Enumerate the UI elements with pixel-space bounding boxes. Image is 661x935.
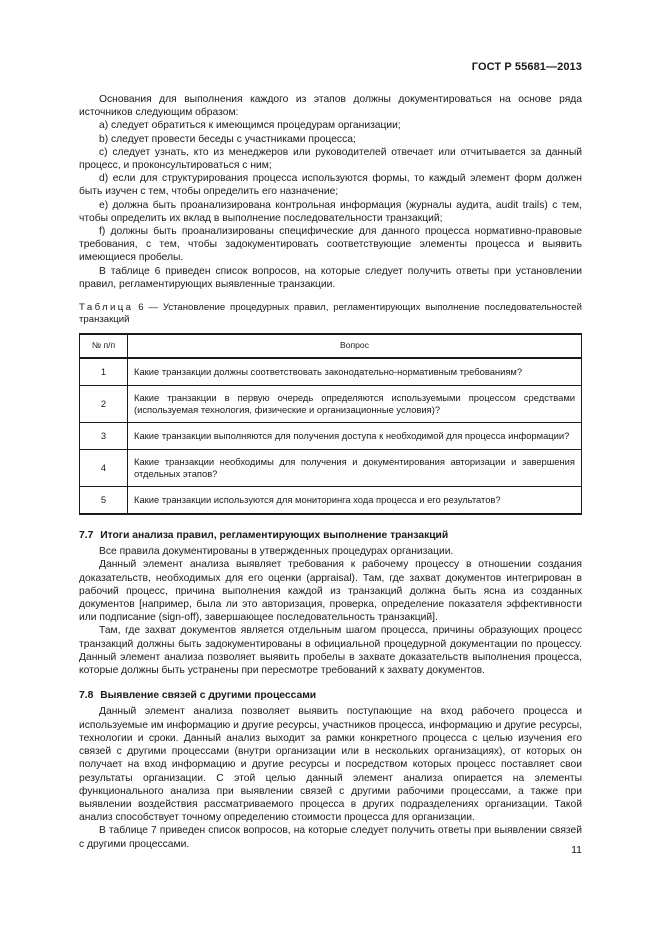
table-row [80,450,582,487]
row-question: Какие транзакции выполняются для получения доступа к необходимой для процесса информации? [128,423,582,450]
table-header-row [80,334,582,358]
table-row [80,386,582,423]
list-item-a: а) следует обратиться к имеющимся процедурам организации; [99,120,401,132]
section-7-7-paragraph: Все правила документированы в утвержденных процедурах организации. [99,546,454,558]
section-title: Итоги анализа правил, регламентирующих выполнение транзакций [100,530,449,542]
table-row [80,423,582,450]
section-7-8-paragraph: Данный элемент анализа позволяет выявить поступающие на вход рабочего процесса и используемые им информацию и другие ресурсы, участников процесса, информацию и другие ресурсы, технологии и сроки. Данный анализ выходит за рамки конкретного процесса с целью изучения его связей с другими процессами (внутри организации или в нескольких организациях), от которых он получает на вход информацию и другие ресурсы и посредством которых процесс поставляет свои результаты организации. С этой целью данный элемент анализа опирается на элементы функционального анализа при выявлении связей с другими рабочими процессами, а также при выявлении воздействия рассматриваемого процесса в других подразделениях организации. Такой анализ способствует точному определению стоимости процесса для организации. [79,706,582,824]
list-item-d: d) если для структурирования процесса используются формы, то каждый элемент форм должен быть изучен с тем, чтобы определить его назначение; [79,173,582,198]
row-number: 1 [80,358,128,386]
row-question: Какие транзакции в первую очередь определяются используемыми процессом средствами (используемая технология, физические и организационные условия)? [128,386,582,423]
section-number: 7.7 [79,530,94,542]
row-question: Какие транзакции должны соответствовать законодательно-нормативным требованиям? [128,358,582,386]
section-7-7-paragraph: Там, где захват документов является отдельным шагом процесса, причины образующих процесс транзакций должны быть задокументированы в официальной процедурной документации по процессу. Данный элемент анализа позволяет выявить пробелы в захвате доказательств выполнения процесса, которые должны быть устранены при пересмотре требований к захвату документов. [79,625,582,677]
table6-caption [79,302,582,326]
list-item-c: c) следует узнать, кто из менеджеров или руководителей отвечает или отчитывается за данный процесс, и проконсультироваться с ним; [79,146,582,172]
standard-id: ГОСТ Р 55681—2013 [471,61,582,73]
table6-caption-label: Таблица [79,302,134,314]
col-header-number: № п/п [80,334,128,358]
row-number: 5 [80,487,128,515]
row-question: Какие транзакции необходимы для получения и документирования авторизации и завершения отдельных этапов? [128,450,582,487]
col-header-question: Вопрос [128,334,582,358]
table6-caption-text: 6 — Установление процедурных правил, регламентирующих выполнение последовательностей транзакций [79,302,583,326]
section-7-8-paragraph: В таблице 7 приведен список вопросов, на которые следует получить ответы при выявлении связей с другими процессами. [79,825,582,850]
section-7-7-paragraph: Данный элемент анализа выявляет требования к рабочему процессу в отношении создания доказательств, необходимых для его оценки (appraisal). Там, где захват документов интегрирован в рабочий процесс, причина выполнения каждой из транзакций должна быть ясна из созданных документов [например, была ли это авторизация, проверка, определение показателя эффективности или подписание (sign-off), завершающее последовательность транзакций]. [79,559,582,624]
page-number: 11 [571,844,582,856]
section-number: 7.8 [79,690,94,702]
section-7-7-heading [79,529,582,542]
row-number: 3 [80,423,128,450]
list-item-b: b) следует провести беседы с участниками процесса; [99,133,356,145]
table6-reference: В таблице 6 приведен список вопросов, на которые следует получить ответы при установлении правил, регламентирующих выявленные транзакции. [79,265,582,290]
row-question: Какие транзакции используются для мониторинга хода процесса и его результатов? [128,487,582,515]
table6 [79,333,582,515]
page-content [79,93,582,851]
table-row [80,487,582,515]
table-row [80,358,582,386]
section-title: Выявление связей с другими процессами [100,690,317,702]
list-item-f: f) должны быть проанализированы специфические для данного процесса нормативно-правовые требования, с тем, чтобы задокументировать соответствующие элементы процесса и выявить имеющиеся пробелы. [79,226,582,264]
intro-lead: Основания для выполнения каждого из этапов должны документироваться на основе ряда источников следующим образом: [79,94,582,119]
section-7-8-heading [79,689,582,702]
list-item-e: e) должна быть проанализирована контрольная информация (журналы аудита, audit trails) с тем, чтобы определить их вклад в выполнение последовательности транзакций; [79,199,582,224]
row-number: 4 [80,450,128,487]
row-number: 2 [80,386,128,423]
